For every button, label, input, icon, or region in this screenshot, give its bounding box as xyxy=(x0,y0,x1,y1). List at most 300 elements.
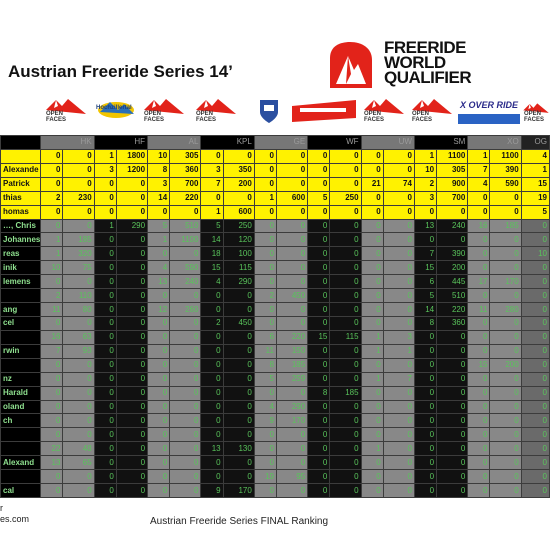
result-cell: 0 xyxy=(383,261,414,275)
page-title: Austrian Freeride Series 14’ xyxy=(8,62,233,81)
rider-name: Patrick xyxy=(1,177,41,191)
result-cell: 0 xyxy=(170,247,201,261)
result-cell: 0 xyxy=(414,330,436,344)
result-cell: 0 xyxy=(468,233,490,247)
result-cell: 0 xyxy=(41,372,63,386)
result-cell: 1 xyxy=(41,247,63,261)
result-cell: 0 xyxy=(148,442,170,456)
open-faces-logo xyxy=(362,96,406,126)
result-cell: 15 xyxy=(521,177,549,191)
result-cell: 0 xyxy=(308,400,330,414)
result-cell: 390 xyxy=(490,163,521,177)
result-cell: 0 xyxy=(148,247,170,261)
result-cell: 1100 xyxy=(437,149,468,163)
result-cell: 1200 xyxy=(116,163,147,177)
result-cell: 16 xyxy=(468,219,490,233)
result-cell: 0 xyxy=(468,289,490,303)
result-cell: 0 xyxy=(148,428,170,442)
result-cell: 0 xyxy=(276,484,307,498)
result-cell: 0 xyxy=(330,289,361,303)
result-cell: 0 xyxy=(383,442,414,456)
result-cell: 360 xyxy=(437,316,468,330)
result-cell: 0 xyxy=(383,191,414,205)
result-cell: 0 xyxy=(468,386,490,400)
result-cell: 0 xyxy=(468,456,490,470)
result-cell: 14 xyxy=(201,233,223,247)
result-cell: 0 xyxy=(94,303,116,317)
result-cell: 250 xyxy=(330,191,361,205)
result-cell: 0 xyxy=(94,400,116,414)
result-cell: 0 xyxy=(468,414,490,428)
result-cell: 0 xyxy=(437,330,468,344)
result-cell: 0 xyxy=(414,400,436,414)
result-cell: 0 xyxy=(170,442,201,456)
result-cell: 0 xyxy=(201,149,223,163)
result-cell: 450 xyxy=(276,289,307,303)
result-cell: 0 xyxy=(437,428,468,442)
footer-caption: Austrian Freeride Series FINAL Ranking xyxy=(150,516,329,527)
result-cell: 1 xyxy=(361,330,383,344)
result-cell: 0 xyxy=(254,442,276,456)
result-cell: 0 xyxy=(330,484,361,498)
result-cell: 0 xyxy=(308,205,330,219)
result-cell: 280 xyxy=(490,303,521,317)
sponsor-label: OPEN FACES xyxy=(412,111,433,123)
result-cell: 0 xyxy=(170,372,201,386)
result-cell: 4 xyxy=(521,149,549,163)
result-cell: 0 xyxy=(116,456,147,470)
website-line-2: es.com xyxy=(0,514,30,524)
result-cell: 0 xyxy=(63,428,94,442)
result-cell: 7 xyxy=(383,372,414,386)
sponsor-label: OPEN FACES xyxy=(144,111,165,123)
result-cell: 0 xyxy=(361,456,383,470)
result-cell: 0 xyxy=(254,205,276,219)
result-cell: 0 xyxy=(201,289,223,303)
result-cell: 0 xyxy=(148,205,170,219)
result-cell: 15 xyxy=(201,261,223,275)
result-cell: 0 xyxy=(521,414,549,428)
result-cell: 0 xyxy=(414,372,436,386)
table-row xyxy=(1,344,550,358)
result-cell: 0 xyxy=(41,400,63,414)
result-cell: 0 xyxy=(490,330,521,344)
result-cell: 0 xyxy=(148,330,170,344)
table-row xyxy=(1,275,550,289)
result-cell: 0 xyxy=(276,428,307,442)
result-cell: 1 xyxy=(361,442,383,456)
result-cell: 0 xyxy=(490,191,521,205)
result-cell: 0 xyxy=(170,344,201,358)
result-cell: 19 xyxy=(521,191,549,205)
result-cell: 0 xyxy=(276,386,307,400)
result-cell: 0 xyxy=(170,358,201,372)
result-cell: 0 xyxy=(276,149,307,163)
result-cell: 0 xyxy=(201,358,223,372)
result-cell: 0 xyxy=(468,428,490,442)
result-cell: 0 xyxy=(361,470,383,484)
result-cell: 0 xyxy=(383,400,414,414)
table-row xyxy=(1,442,550,456)
result-cell: 0 xyxy=(254,163,276,177)
result-cell: 0 xyxy=(330,163,361,177)
result-cell: 1 xyxy=(361,372,383,386)
result-cell: 13 xyxy=(41,456,63,470)
result-cell: 0 xyxy=(276,275,307,289)
result-cell: 0 xyxy=(468,205,490,219)
result-cell: 22 xyxy=(41,442,63,456)
result-cell: 0 xyxy=(330,442,361,456)
result-cell: 170 xyxy=(223,484,254,498)
result-cell: 0 xyxy=(254,386,276,400)
result-cell: 8 xyxy=(414,316,436,330)
result-cell: 220 xyxy=(276,330,307,344)
result-cell: 0 xyxy=(361,275,383,289)
result-cell: 600 xyxy=(223,205,254,219)
sponsor-label: OPEN FACES xyxy=(364,111,385,123)
table-row xyxy=(1,470,550,484)
table-row xyxy=(1,233,550,247)
result-cell: 0 xyxy=(490,442,521,456)
result-cell: 0 xyxy=(521,316,549,330)
result-cell: 0 xyxy=(148,470,170,484)
result-cell: 0 xyxy=(521,372,549,386)
result-cell: 0 xyxy=(94,428,116,442)
result-cell: 0 xyxy=(223,428,254,442)
result-cell: 0 xyxy=(330,233,361,247)
table-row xyxy=(1,177,550,191)
result-cell: 0 xyxy=(383,456,414,470)
result-cell: 1100 xyxy=(170,233,201,247)
result-cell: 0 xyxy=(276,442,307,456)
header-cell-event: SM xyxy=(414,136,467,150)
result-cell: 2 xyxy=(41,191,63,205)
result-cell: 1 xyxy=(521,163,549,177)
result-cell: 0 xyxy=(254,261,276,275)
result-cell: 0 xyxy=(437,386,468,400)
result-cell: 1800 xyxy=(116,149,147,163)
result-cell: 0 xyxy=(254,484,276,498)
result-cell: 1 xyxy=(94,219,116,233)
result-cell: 11 xyxy=(468,303,490,317)
table-row xyxy=(1,289,550,303)
result-cell: 9 xyxy=(201,484,223,498)
result-cell: 600 xyxy=(276,191,307,205)
result-cell: 0 xyxy=(330,247,361,261)
result-cell: 1 xyxy=(41,233,63,247)
result-cell: 0 xyxy=(148,400,170,414)
result-cell: 0 xyxy=(468,247,490,261)
result-cell: 0 xyxy=(308,247,330,261)
rider-name xyxy=(1,428,41,442)
result-cell: 0 xyxy=(254,247,276,261)
result-cell: 0 xyxy=(254,316,276,330)
result-cell: 0 xyxy=(414,428,436,442)
rider-name: rwin xyxy=(1,344,41,358)
result-cell: 390 xyxy=(437,247,468,261)
result-cell: 510 xyxy=(437,289,468,303)
sponsor-label: OPEN FACES xyxy=(196,111,217,123)
result-cell: 0 xyxy=(383,289,414,303)
result-cell: 0 xyxy=(468,330,490,344)
result-cell: 230 xyxy=(63,191,94,205)
result-cell: 0 xyxy=(521,358,549,372)
result-cell: 17 xyxy=(468,275,490,289)
result-cell: 5 xyxy=(148,219,170,233)
rider-name xyxy=(1,470,41,484)
result-cell: 0 xyxy=(94,289,116,303)
result-cell: 0 xyxy=(41,149,63,163)
result-cell: 0 xyxy=(361,191,383,205)
result-cell: 0 xyxy=(383,316,414,330)
result-cell: 0 xyxy=(521,484,549,498)
result-cell: 48 xyxy=(63,442,94,456)
result-cell: 0 xyxy=(223,456,254,470)
result-cell: 4 xyxy=(254,400,276,414)
result-cell: 170 xyxy=(490,275,521,289)
sponsor-banner-logo xyxy=(290,96,358,126)
table-row xyxy=(1,484,550,498)
result-cell: 0 xyxy=(521,261,549,275)
result-cell: 0 xyxy=(361,414,383,428)
result-cell: 0 xyxy=(361,400,383,414)
result-cell: 10 xyxy=(414,163,436,177)
result-cell: 0 xyxy=(308,470,330,484)
result-cell: 0 xyxy=(330,456,361,470)
result-cell: 0 xyxy=(468,261,490,275)
result-cell: 185 xyxy=(276,358,307,372)
result-cell: 0 xyxy=(170,400,201,414)
result-cell: 1 xyxy=(361,344,383,358)
header-cell-event: AL xyxy=(148,136,201,150)
result-cell: 74 xyxy=(383,177,414,191)
result-cell: 0 xyxy=(414,233,436,247)
result-cell: 0 xyxy=(63,484,94,498)
result-cell: 0 xyxy=(41,414,63,428)
result-cell: 11 xyxy=(41,303,63,317)
rider-name: Alexand xyxy=(1,456,41,470)
result-cell: 0 xyxy=(414,205,436,219)
result-cell: 0 xyxy=(361,428,383,442)
result-cell: 185 xyxy=(490,219,521,233)
result-cell: 4 xyxy=(201,275,223,289)
result-cell: 0 xyxy=(308,261,330,275)
result-cell: 0 xyxy=(490,205,521,219)
result-cell: 0 xyxy=(148,316,170,330)
result-cell: 0 xyxy=(94,344,116,358)
result-cell: 0 xyxy=(94,484,116,498)
result-cell: 5 xyxy=(201,219,223,233)
result-cell: 8 xyxy=(148,163,170,177)
result-cell: 0 xyxy=(223,372,254,386)
result-cell: 0 xyxy=(330,470,361,484)
result-cell: 0 xyxy=(361,149,383,163)
result-cell: 0 xyxy=(223,191,254,205)
result-cell: 4 xyxy=(468,177,490,191)
result-cell: 110 xyxy=(63,289,94,303)
result-cell: 8 xyxy=(308,386,330,400)
result-cell: 450 xyxy=(223,316,254,330)
result-cell: 0 xyxy=(63,149,94,163)
table-row xyxy=(1,219,550,233)
result-cell: 0 xyxy=(116,205,147,219)
result-cell: 0 xyxy=(414,344,436,358)
result-cell: 1 xyxy=(201,205,223,219)
result-cell: 510 xyxy=(170,219,201,233)
result-cell: 0 xyxy=(308,149,330,163)
sponsor-label: Hochzillertal xyxy=(96,105,132,111)
result-cell: 0 xyxy=(94,191,116,205)
table-row xyxy=(1,303,550,317)
result-cell: 0 xyxy=(330,177,361,191)
rider-name: oland xyxy=(1,400,41,414)
result-cell: 0 xyxy=(437,233,468,247)
result-cell: 0 xyxy=(201,330,223,344)
result-cell: 0 xyxy=(63,163,94,177)
result-cell: 0 xyxy=(41,275,63,289)
result-cell: 290 xyxy=(276,400,307,414)
sponsor-label: X OVER RIDE xyxy=(460,100,519,110)
rider-name: cal xyxy=(1,484,41,498)
result-cell: 0 xyxy=(116,372,147,386)
sponsor-label: OPEN FACES xyxy=(524,111,545,123)
result-cell: 0 xyxy=(116,428,147,442)
table-row xyxy=(1,372,550,386)
result-cell: 0 xyxy=(308,316,330,330)
result-cell: 5 xyxy=(308,191,330,205)
rider-name: ang xyxy=(1,303,41,317)
logo-line-3: QUALIFIER xyxy=(384,68,472,87)
result-cell: 0 xyxy=(490,428,521,442)
result-cell: 0 xyxy=(437,456,468,470)
result-cell: 0 xyxy=(254,428,276,442)
result-cell: 0 xyxy=(490,247,521,261)
table-row xyxy=(1,414,550,428)
result-cell: 0 xyxy=(437,344,468,358)
results-table xyxy=(0,135,550,495)
result-cell: 0 xyxy=(276,456,307,470)
result-cell: 0 xyxy=(308,372,330,386)
result-cell: 93 xyxy=(63,344,94,358)
result-cell: 0 xyxy=(308,456,330,470)
result-cell: 0 xyxy=(41,484,63,498)
result-cell: 0 xyxy=(223,330,254,344)
result-cell: 220 xyxy=(437,303,468,317)
result-cell: 0 xyxy=(94,316,116,330)
result-cell: 0 xyxy=(276,303,307,317)
result-cell: 0 xyxy=(468,316,490,330)
result-cell: 0 xyxy=(521,303,549,317)
result-cell: 0 xyxy=(94,275,116,289)
result-cell: 0 xyxy=(41,205,63,219)
result-cell: 0 xyxy=(63,177,94,191)
result-cell: 0 xyxy=(94,442,116,456)
result-cell: 0 xyxy=(521,219,549,233)
result-cell: 19 xyxy=(254,470,276,484)
result-cell: 0 xyxy=(94,470,116,484)
result-cell: 0 xyxy=(308,428,330,442)
result-cell: 0 xyxy=(330,205,361,219)
result-cell: 0 xyxy=(41,358,63,372)
result-cell: 0 xyxy=(223,470,254,484)
header-cell-event: OG xyxy=(521,136,549,150)
result-cell: 0 xyxy=(116,358,147,372)
result-cell: 18 xyxy=(201,247,223,261)
result-cell: 0 xyxy=(414,358,436,372)
rider-name xyxy=(1,289,41,303)
result-cell: 290 xyxy=(116,219,147,233)
result-cell: 0 xyxy=(254,219,276,233)
header-cell-event: KPL xyxy=(201,136,254,150)
result-cell: 0 xyxy=(521,400,549,414)
result-cell: 0 xyxy=(63,205,94,219)
result-cell: 150 xyxy=(276,344,307,358)
result-cell: 0 xyxy=(521,275,549,289)
result-cell: 0 xyxy=(521,289,549,303)
result-cell: 0 xyxy=(201,414,223,428)
result-cell: 0 xyxy=(330,219,361,233)
result-cell: 0 xyxy=(308,219,330,233)
result-cell: 3 xyxy=(414,191,436,205)
header-cell-event: XO xyxy=(468,136,521,150)
result-cell: 2 xyxy=(201,316,223,330)
result-cell: 0 xyxy=(223,386,254,400)
result-cell: 0 xyxy=(521,344,549,358)
result-cell: 0 xyxy=(330,303,361,317)
table-row xyxy=(1,247,550,261)
result-cell: 95 xyxy=(276,470,307,484)
result-cell: 0 xyxy=(383,219,414,233)
result-cell: 7 xyxy=(201,177,223,191)
result-cell: 0 xyxy=(63,400,94,414)
result-cell: 0 xyxy=(437,400,468,414)
result-cell: 0 xyxy=(254,177,276,191)
result-cell: 0 xyxy=(170,484,201,498)
open-faces-logo xyxy=(410,96,454,126)
result-cell: 0 xyxy=(223,358,254,372)
result-cell: 0 xyxy=(116,330,147,344)
result-cell: 0 xyxy=(361,316,383,330)
result-cell: 0 xyxy=(254,456,276,470)
result-cell: 250 xyxy=(223,219,254,233)
result-cell: 0 xyxy=(116,247,147,261)
result-cell: 0 xyxy=(414,470,436,484)
result-cell: 0 xyxy=(148,289,170,303)
result-cell: 0 xyxy=(330,261,361,275)
result-cell: 240 xyxy=(170,275,201,289)
result-cell: 185 xyxy=(63,233,94,247)
result-cell: 0 xyxy=(223,303,254,317)
result-cell: 0 xyxy=(383,358,414,372)
result-cell: 0 xyxy=(94,386,116,400)
result-cell: 0 xyxy=(201,372,223,386)
rider-name xyxy=(1,358,41,372)
result-cell: 0 xyxy=(468,344,490,358)
result-cell: 1100 xyxy=(490,149,521,163)
sponsor-label: OPEN FACES xyxy=(46,111,67,123)
result-cell: 0 xyxy=(361,358,383,372)
result-cell: 0 xyxy=(468,372,490,386)
result-cell: 0 xyxy=(521,456,549,470)
header-cell-event: HK xyxy=(41,136,94,150)
result-cell: 0 xyxy=(308,275,330,289)
result-cell: 0 xyxy=(170,289,201,303)
result-cell: 0 xyxy=(148,372,170,386)
result-cell: 0 xyxy=(490,261,521,275)
result-cell: 0 xyxy=(41,470,63,484)
table-row xyxy=(1,386,550,400)
result-cell: 0 xyxy=(361,289,383,303)
